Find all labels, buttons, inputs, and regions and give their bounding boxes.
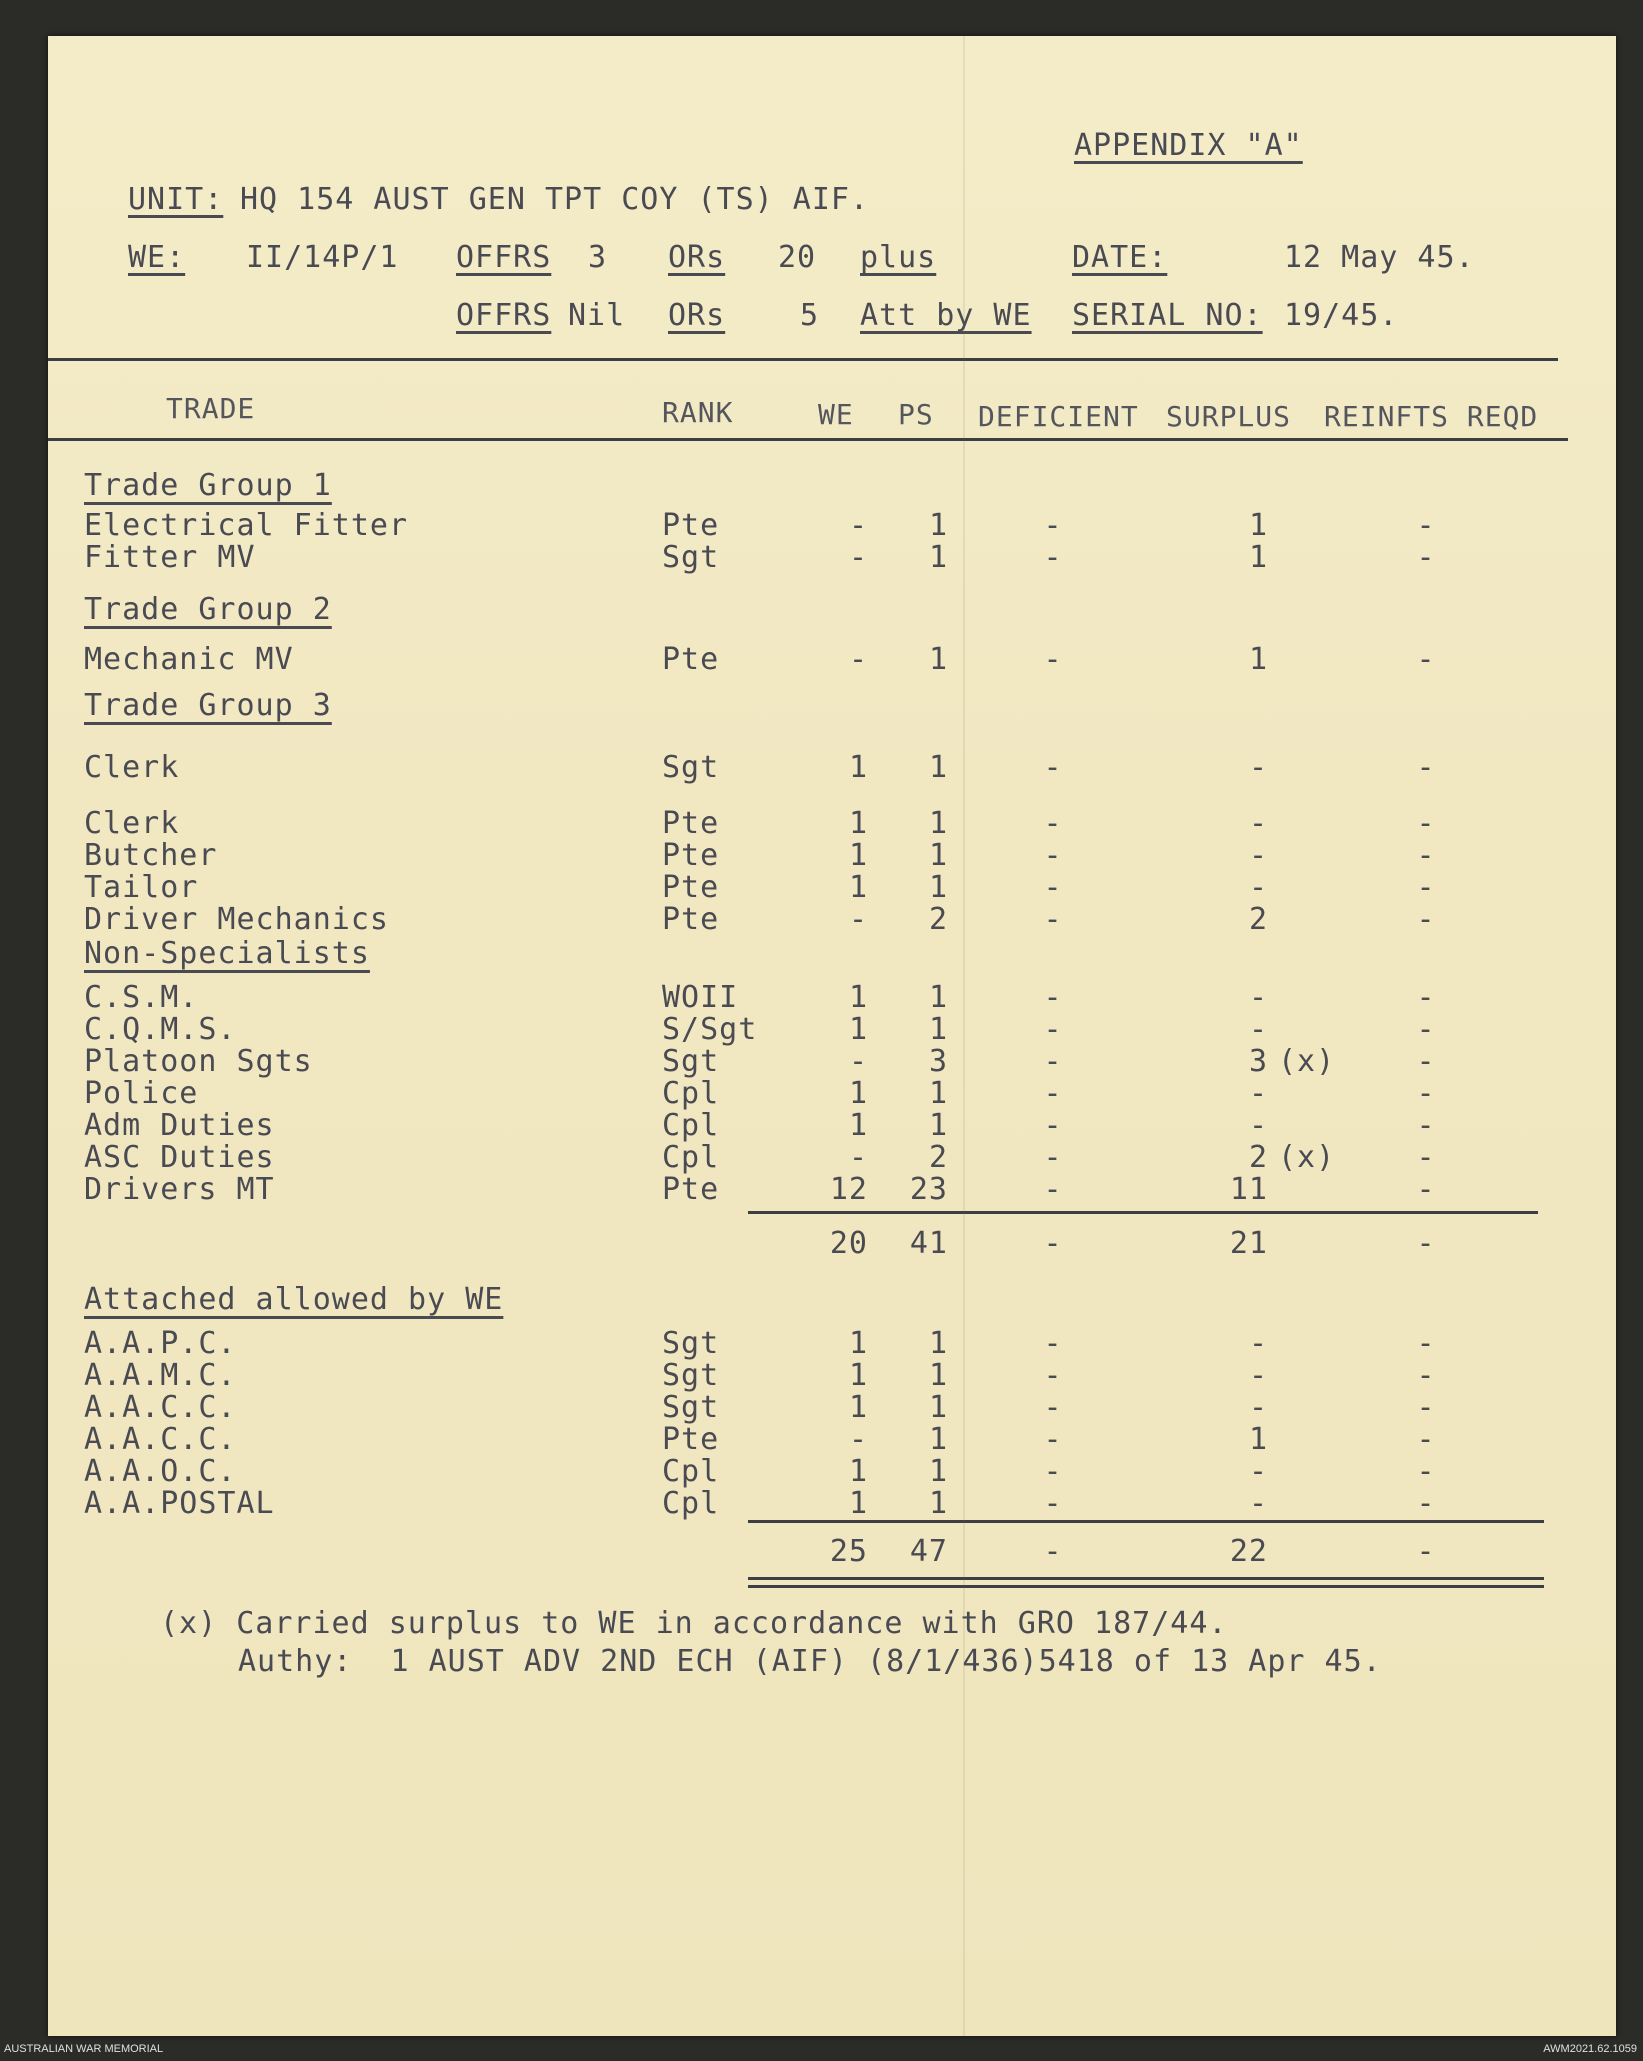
surplus-cell: -	[1248, 870, 1268, 905]
rank-cell: Cpl	[662, 1108, 720, 1143]
surplus-cell: 2	[1248, 1140, 1268, 1175]
rank-cell: Pte	[662, 1422, 720, 1457]
deficient-cell: -	[1043, 870, 1063, 905]
table-row	[48, 980, 1616, 1014]
rank-cell: Cpl	[662, 1486, 720, 1521]
reinfts-cell: -	[1416, 1390, 1436, 1425]
rank-cell: Sgt	[662, 540, 720, 575]
col-rank: RANK	[662, 396, 734, 429]
reinfts-cell: -	[1416, 540, 1436, 575]
col-trade: TRADE	[166, 392, 256, 425]
deficient-cell: -	[1043, 1534, 1063, 1569]
rank-cell: Cpl	[662, 1140, 720, 1175]
trade-cell: Platoon Sgts	[84, 1044, 313, 1079]
col-deficient: DEFICIENT	[978, 400, 1139, 433]
surplus-cell: -	[1248, 806, 1268, 841]
deficient-cell: -	[1043, 1486, 1063, 1521]
trade-cell: A.A.O.C.	[84, 1454, 237, 1489]
surplus-cell: 11	[1229, 1172, 1268, 1207]
rank-cell: Pte	[662, 806, 720, 841]
deficient-cell: -	[1043, 1226, 1063, 1261]
trade-cell: Adm Duties	[84, 1108, 275, 1143]
total-rule	[748, 1211, 1538, 1214]
surplus-cell: 1	[1248, 1422, 1268, 1457]
document-page	[48, 36, 1616, 2036]
table-row	[48, 1486, 1616, 1520]
we-cell: 25	[829, 1534, 868, 1569]
group-heading: Trade Group 1	[84, 468, 332, 503]
we-cell: 1	[848, 1108, 868, 1143]
serial-value: 19/45.	[1284, 298, 1399, 333]
we-cell: 1	[848, 750, 868, 785]
surplus-cell: -	[1248, 1012, 1268, 1047]
total-rule	[748, 1520, 1544, 1523]
appendix-title: APPENDIX "A"	[1074, 128, 1303, 163]
ors-count-2: 5	[800, 298, 820, 333]
table-row	[48, 1226, 1616, 1260]
trade-cell: A.A.C.C.	[84, 1422, 237, 1457]
table-row	[48, 1534, 1616, 1568]
table-row	[48, 902, 1616, 936]
col-reinfts: REINFTS REQD	[1324, 400, 1539, 433]
we-cell: -	[848, 508, 868, 543]
we-cell: 12	[829, 1172, 868, 1207]
reinfts-cell: -	[1416, 1076, 1436, 1111]
reinfts-cell: -	[1416, 1108, 1436, 1143]
we-cell: 1	[848, 1326, 868, 1361]
we-label: WE:	[128, 240, 186, 275]
rank-cell: Cpl	[662, 1454, 720, 1489]
unit-value: HQ 154 AUST GEN TPT COY (TS) AIF.	[240, 182, 870, 217]
trade-cell: C.S.M.	[84, 980, 199, 1015]
table-row	[48, 1108, 1616, 1142]
table-row	[48, 1172, 1616, 1206]
table-row	[48, 1076, 1616, 1110]
ps-cell: 23	[909, 1172, 948, 1207]
rank-cell: Pte	[662, 902, 720, 937]
table-row	[48, 1390, 1616, 1424]
we-cell: 1	[848, 1358, 868, 1393]
trade-cell: Police	[84, 1076, 199, 1111]
deficient-cell: -	[1043, 1076, 1063, 1111]
trade-cell: A.A.P.C.	[84, 1326, 237, 1361]
rank-cell: WOII	[662, 980, 739, 1015]
table-row	[48, 1044, 1616, 1078]
ps-cell: 1	[928, 806, 948, 841]
reinfts-cell: -	[1416, 508, 1436, 543]
trade-cell: ASC Duties	[84, 1140, 275, 1175]
reinfts-cell: -	[1416, 1140, 1436, 1175]
ps-cell: 1	[928, 1486, 948, 1521]
ps-cell: 1	[928, 1108, 948, 1143]
table-row	[48, 642, 1616, 676]
deficient-cell: -	[1043, 1454, 1063, 1489]
reinfts-cell: -	[1416, 1012, 1436, 1047]
surplus-cell: 1	[1248, 540, 1268, 575]
rank-cell: Sgt	[662, 1044, 720, 1079]
ps-cell: 1	[928, 980, 948, 1015]
ps-cell: 41	[909, 1226, 948, 1261]
table-row	[48, 1454, 1616, 1488]
reinfts-cell: -	[1416, 1226, 1436, 1261]
deficient-cell: -	[1043, 1390, 1063, 1425]
offrs-count-1: 3	[588, 240, 608, 275]
footer-right: AWM2021.62.1059	[1543, 2043, 1637, 2055]
deficient-cell: -	[1043, 508, 1063, 543]
total-rule	[748, 1577, 1544, 1580]
we-cell: 1	[848, 1012, 868, 1047]
ps-cell: 47	[909, 1534, 948, 1569]
note-line-1: (x) Carried surplus to WE in accordance with GRO 187/44.	[160, 1606, 1228, 1641]
surplus-cell: -	[1248, 750, 1268, 785]
trade-cell: Driver Mechanics	[84, 902, 389, 937]
col-surplus: SURPLUS	[1166, 400, 1292, 433]
we-cell: -	[848, 1140, 868, 1175]
we-cell: -	[848, 642, 868, 677]
reinfts-cell: -	[1416, 1534, 1436, 1569]
table-row	[48, 1358, 1616, 1392]
ps-cell: 1	[928, 1076, 948, 1111]
note-line-2: Authy: 1 AUST ADV 2ND ECH (AIF) (8/1/436)5418 of 13 Apr 45.	[238, 1644, 1382, 1679]
trade-cell: Mechanic MV	[84, 642, 294, 677]
surplus-cell: -	[1248, 1326, 1268, 1361]
reinfts-cell: -	[1416, 642, 1436, 677]
we-cell: 1	[848, 870, 868, 905]
group-heading: Non-Specialists	[84, 936, 370, 971]
table-row	[48, 508, 1616, 542]
deficient-cell: -	[1043, 1044, 1063, 1079]
surplus-cell: 21	[1229, 1226, 1268, 1261]
ps-cell: 1	[928, 1454, 948, 1489]
ps-cell: 2	[928, 902, 948, 937]
reinfts-cell: -	[1416, 1422, 1436, 1457]
ps-cell: 1	[928, 838, 948, 873]
plus-label: plus	[860, 240, 937, 275]
group-heading: Attached allowed by WE	[84, 1282, 504, 1317]
reinfts-cell: -	[1416, 902, 1436, 937]
deficient-cell: -	[1043, 838, 1063, 873]
att-by-we-label: Att by WE	[860, 298, 1032, 333]
deficient-cell: -	[1043, 1326, 1063, 1361]
table-row	[48, 838, 1616, 872]
surplus-cell: 22	[1229, 1534, 1268, 1569]
deficient-cell: -	[1043, 806, 1063, 841]
offrs-label-1: OFFRS	[456, 240, 552, 275]
ps-cell: 1	[928, 508, 948, 543]
ps-cell: 1	[928, 750, 948, 785]
surplus-cell: -	[1248, 1108, 1268, 1143]
deficient-cell: -	[1043, 1012, 1063, 1047]
table-row	[48, 750, 1616, 784]
col-we: WE	[818, 398, 854, 431]
we-value: II/14P/1	[246, 240, 399, 275]
trade-cell: Electrical Fitter	[84, 508, 409, 543]
ps-cell: 2	[928, 1140, 948, 1175]
surplus-cell: 1	[1248, 642, 1268, 677]
rank-cell: Sgt	[662, 1326, 720, 1361]
we-cell: 1	[848, 1076, 868, 1111]
table-row	[48, 870, 1616, 904]
date-label: DATE:	[1072, 240, 1168, 275]
surplus-cell: -	[1248, 1486, 1268, 1521]
footer-left: AUSTRALIAN WAR MEMORIAL	[4, 2043, 164, 2055]
deficient-cell: -	[1043, 1108, 1063, 1143]
rank-cell: Pte	[662, 1172, 720, 1207]
deficient-cell: -	[1043, 980, 1063, 1015]
table-row	[48, 1012, 1616, 1046]
reinfts-cell: -	[1416, 1454, 1436, 1489]
header-rule-bottom	[48, 438, 1568, 441]
serial-label: SERIAL NO:	[1072, 298, 1263, 333]
group-heading: Trade Group 3	[84, 688, 332, 723]
trade-cell: Drivers MT	[84, 1172, 275, 1207]
surplus-cell: -	[1248, 1358, 1268, 1393]
table-row	[48, 1422, 1616, 1456]
trade-cell: A.A.M.C.	[84, 1358, 237, 1393]
trade-cell: Fitter MV	[84, 540, 256, 575]
we-cell: 1	[848, 1390, 868, 1425]
surplus-cell: 1	[1248, 508, 1268, 543]
ors-count-1: 20	[778, 240, 817, 275]
surplus-cell: -	[1248, 980, 1268, 1015]
ps-cell: 3	[928, 1044, 948, 1079]
rank-cell: Pte	[662, 838, 720, 873]
deficient-cell: -	[1043, 750, 1063, 785]
table-row	[48, 806, 1616, 840]
we-cell: 1	[848, 1454, 868, 1489]
deficient-cell: -	[1043, 540, 1063, 575]
ps-cell: 1	[928, 870, 948, 905]
we-cell: -	[848, 1044, 868, 1079]
reinfts-cell: -	[1416, 870, 1436, 905]
we-cell: -	[848, 540, 868, 575]
trade-cell: Tailor	[84, 870, 199, 905]
offrs-label-2: OFFRS	[456, 298, 552, 333]
deficient-cell: -	[1043, 1358, 1063, 1393]
ps-cell: 1	[928, 1326, 948, 1361]
reinfts-cell: -	[1416, 980, 1436, 1015]
reinfts-cell: -	[1416, 1486, 1436, 1521]
surplus-cell: -	[1248, 838, 1268, 873]
we-cell: -	[848, 1422, 868, 1457]
we-cell: 1	[848, 838, 868, 873]
trade-cell: C.Q.M.S.	[84, 1012, 237, 1047]
surplus-cell: -	[1248, 1454, 1268, 1489]
reinfts-cell: -	[1416, 1044, 1436, 1079]
ps-cell: 1	[928, 1012, 948, 1047]
surplus-cell: -	[1248, 1076, 1268, 1111]
ps-cell: 1	[928, 540, 948, 575]
deficient-cell: -	[1043, 642, 1063, 677]
offrs-count-2: Nil	[568, 298, 626, 333]
trade-cell: Clerk	[84, 750, 180, 785]
we-cell: 1	[848, 806, 868, 841]
deficient-cell: -	[1043, 902, 1063, 937]
reinfts-cell: -	[1416, 1326, 1436, 1361]
rank-cell: S/Sgt	[662, 1012, 758, 1047]
trade-cell: Clerk	[84, 806, 180, 841]
ors-label-1: ORs	[668, 240, 726, 275]
trade-cell: A.A.POSTAL	[84, 1486, 275, 1521]
rank-cell: Sgt	[662, 1390, 720, 1425]
reinfts-cell: -	[1416, 1358, 1436, 1393]
group-heading: Trade Group 2	[84, 592, 332, 627]
table-row	[48, 540, 1616, 574]
unit-label: UNIT:	[128, 182, 224, 217]
ps-cell: 1	[928, 1422, 948, 1457]
we-cell: 20	[829, 1226, 868, 1261]
we-cell: -	[848, 902, 868, 937]
reinfts-cell: -	[1416, 806, 1436, 841]
deficient-cell: -	[1043, 1140, 1063, 1175]
col-ps: PS	[898, 398, 934, 431]
ps-cell: 1	[928, 642, 948, 677]
surplus-note: (x)	[1278, 1140, 1336, 1175]
rank-cell: Cpl	[662, 1076, 720, 1111]
rank-cell: Sgt	[662, 750, 720, 785]
trade-cell: Butcher	[84, 838, 218, 873]
deficient-cell: -	[1043, 1172, 1063, 1207]
we-cell: 1	[848, 980, 868, 1015]
rank-cell: Sgt	[662, 1358, 720, 1393]
reinfts-cell: -	[1416, 838, 1436, 873]
we-cell: 1	[848, 1486, 868, 1521]
total-rule	[748, 1585, 1544, 1588]
rank-cell: Pte	[662, 870, 720, 905]
ps-cell: 1	[928, 1390, 948, 1425]
surplus-cell: 3	[1248, 1044, 1268, 1079]
table-row	[48, 1326, 1616, 1360]
header-rule-top	[48, 358, 1558, 361]
ors-label-2: ORs	[668, 298, 726, 333]
surplus-note: (x)	[1278, 1044, 1336, 1079]
surplus-cell: 2	[1248, 902, 1268, 937]
ps-cell: 1	[928, 1358, 948, 1393]
reinfts-cell: -	[1416, 750, 1436, 785]
trade-cell: A.A.C.C.	[84, 1390, 237, 1425]
rank-cell: Pte	[662, 508, 720, 543]
surplus-cell: -	[1248, 1390, 1268, 1425]
date-value: 12 May 45.	[1284, 240, 1475, 275]
deficient-cell: -	[1043, 1422, 1063, 1457]
rank-cell: Pte	[662, 642, 720, 677]
reinfts-cell: -	[1416, 1172, 1436, 1207]
table-row	[48, 1140, 1616, 1174]
